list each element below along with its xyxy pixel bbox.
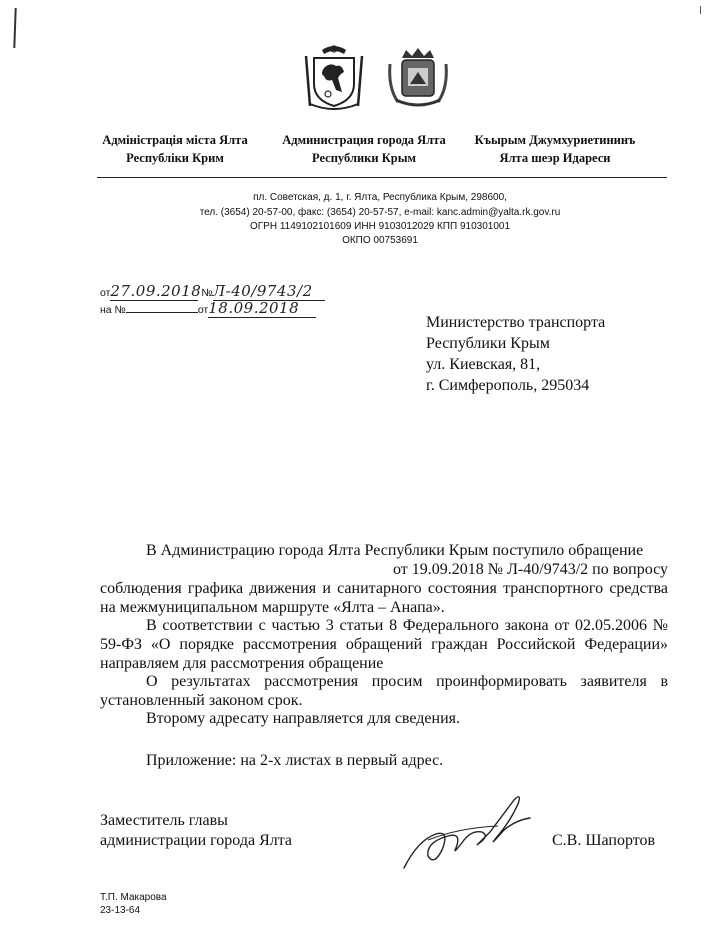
org-name-crimean-tatar <box>466 131 644 167</box>
recipient-block <box>426 312 605 396</box>
signer-title-line: администрации города Ялта <box>100 832 293 849</box>
contact-address: пл. Советская, д. 1, г. Ялта, Республика Крым, 298600, <box>253 192 507 203</box>
signer-title-line: Заместитель главы <box>100 812 228 829</box>
reply-date: 18.09.2018 <box>208 299 316 318</box>
paragraph-1 <box>100 541 668 617</box>
org-name-line: Адміністрація міста Ялта <box>102 133 248 147</box>
executor-name: Т.П. Макарова <box>100 892 167 903</box>
paragraph-line: В Администрацию города Ялта Республики Крым поступило обращение <box>146 542 644 559</box>
executor-info <box>100 891 167 917</box>
contact-registry-codes: ОГРН 1149102101609 ИНН 9103012029 КПП 910301001 <box>249 221 511 232</box>
recipient-line: ул. Киевская, 81, <box>426 356 541 373</box>
contact-phones: тел. (3654) 20-57-00, факс: (3654) 20-57-57, e-mail: kanc.admin@yalta.rk.gov.ru <box>199 207 561 218</box>
reply-number-label: на № <box>100 304 126 316</box>
org-name-line: Ялта шеэр Идареси <box>499 151 611 165</box>
reply-from-label: от <box>197 304 209 316</box>
from-prefix: от <box>100 287 111 299</box>
org-name-line: Администрация города Ялта <box>282 133 446 147</box>
paragraph-3: О результатах рассмотрения просим проинформировать заявителя в установленный законом срок. <box>100 673 668 709</box>
paragraph-2: В соответствии с частью 3 статьи 8 Федерального закона от 02.05.2006 № 59-ФЗ «О порядке рассмотрения обращений граждан Российской Федерации» направляем для рассмотрения обращение <box>100 617 668 672</box>
contact-okpo: ОКПО 00753691 <box>342 235 418 246</box>
number-label: № <box>201 287 213 299</box>
attachment-note: Приложение: на 2-х листах в первый адрес. <box>146 752 444 769</box>
outgoing-number: Л-40/9743/2 <box>213 282 325 301</box>
crimea-coat-of-arms-icon <box>302 44 366 110</box>
paragraph-line: от 19.09.2018 № Л-40/9743/2 по вопросу <box>393 561 668 578</box>
recipient-line: Республики Крым <box>426 335 550 352</box>
reply-number <box>126 300 198 313</box>
paragraph-line: соблюдения графика движения и санитарного состояния транспортного средства на межмуниципальном маршруте «Ялта – Анапа». <box>100 580 668 616</box>
org-name-ukrainian <box>96 131 254 167</box>
signer-name: С.В. Шапортов <box>552 832 656 849</box>
recipient-line: Министерство транспорта <box>426 314 606 331</box>
scan-mark <box>700 6 701 14</box>
scan-mark <box>13 8 16 48</box>
handwritten-signature <box>398 790 538 874</box>
org-name-line: Республіки Крим <box>126 151 224 165</box>
yalta-coat-of-arms-icon <box>386 44 450 110</box>
header-divider <box>97 177 667 178</box>
org-name-russian <box>266 131 462 167</box>
org-name-line: Къырым Джумхуриетининъ <box>474 133 636 147</box>
org-name-line: Республики Крым <box>312 151 416 165</box>
signer-title <box>100 811 292 851</box>
recipient-line: г. Симферополь, 295034 <box>426 377 590 394</box>
reply-registration <box>100 299 316 318</box>
paragraph-4: Второму адресату направляется для сведения. <box>146 710 460 727</box>
executor-phone: 23-13-64 <box>100 905 141 916</box>
outgoing-date: 27.09.2018 <box>110 282 202 300</box>
